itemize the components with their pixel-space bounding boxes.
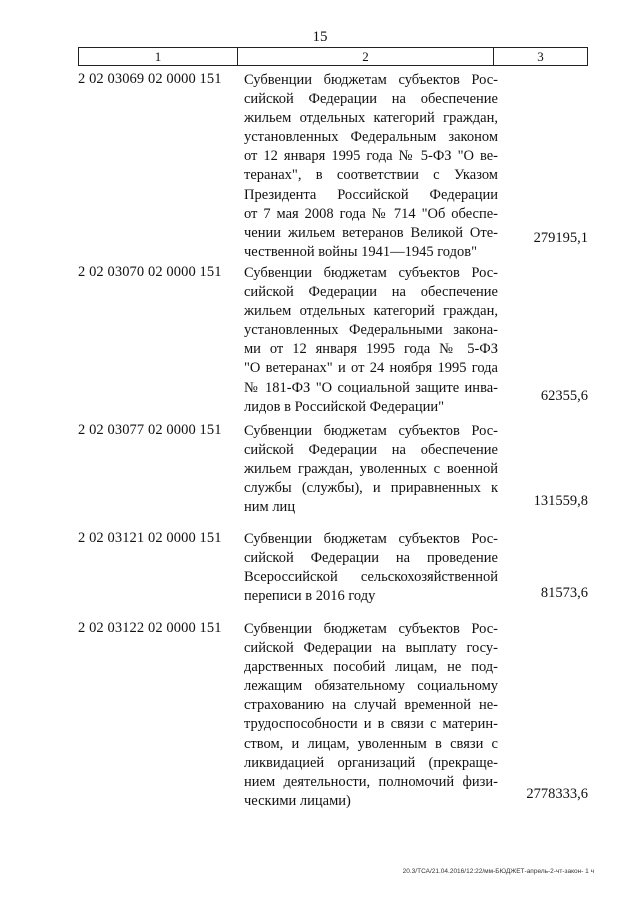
description-line: нием деятельности, полномочий физи- — [244, 773, 498, 790]
description-line: Субвенции бюджетам субъектов Рос- — [244, 621, 498, 637]
description-line: Субвенции бюджетам субъектов Рос- — [244, 72, 498, 88]
table-header — [78, 47, 588, 66]
description-line: Субвенции бюджетам субъектов Рос- — [244, 265, 498, 281]
amount-value: 62355,6 — [540, 388, 588, 404]
description-line: жильем отдельных категорий граждан, — [244, 303, 498, 320]
classification-code: 2 02 03122 02 0000 151 — [78, 620, 222, 636]
description-line: теранах", в соответствии с Указом — [244, 167, 498, 184]
description-line: сийской Федерации на проведение — [244, 550, 498, 567]
description-line: чении жильем ветеранов Великой Оте- — [244, 224, 498, 241]
classification-code: 2 02 03077 02 0000 151 — [78, 422, 222, 438]
description-line: жильем отдельных категорий граждан, — [244, 110, 498, 127]
description-line: установленных Федеральным законом — [244, 129, 498, 146]
description-line: переписи в 2016 году — [244, 588, 376, 605]
amount-value: 131559,8 — [533, 493, 588, 509]
description-line: страхованию на случай временной не- — [244, 697, 498, 714]
description-line: Субвенции бюджетам субъектов Рос- — [244, 423, 498, 439]
row-description — [244, 422, 498, 517]
description-line: Всероссийской сельскохозяйственной — [244, 569, 498, 586]
description-line: дарственных пособий лицам, не под- — [244, 659, 498, 676]
description-line: Субвенции бюджетам субъектов Рос- — [244, 531, 498, 547]
description-line: "О ветеранах" и от 24 ноября 1995 года — [244, 360, 498, 377]
description-line: ликвидацией организаций (прекраще- — [244, 754, 498, 771]
column-header-2: 2 — [238, 48, 494, 65]
description-line: лидов в Российской Федерации" — [244, 398, 445, 415]
column-header-3: 3 — [537, 49, 544, 64]
row-description — [244, 71, 498, 262]
row-description — [244, 620, 498, 811]
amount-value: 2778333,6 — [526, 786, 588, 802]
description-line: от 7 мая 2008 года № 714 "Об обеспе- — [244, 205, 498, 222]
description-line: ством, и лицам, уволенным в связи с — [244, 735, 498, 752]
description-line: сийской Федерации на обеспечение — [244, 442, 498, 459]
description-line: чественной войны 1941—1945 годов" — [244, 243, 478, 260]
amount-value: 279195,1 — [533, 230, 588, 246]
description-line: установленных Федеральными законa- — [244, 322, 498, 339]
row-description — [244, 264, 498, 417]
amount-value: 81573,6 — [540, 585, 588, 601]
description-line: службы (службы), и приравненных к — [244, 480, 498, 497]
page-number: 15 — [312, 29, 328, 45]
description-line: Президента Российской Федерации — [244, 186, 498, 203]
row-description — [244, 530, 498, 606]
description-line: трудоспособности и в связи с материн- — [244, 716, 498, 733]
description-line: лежащим обязательному социальному — [244, 678, 498, 695]
classification-code: 2 02 03070 02 0000 151 — [78, 264, 222, 280]
description-line: ческими лицами) — [244, 792, 351, 809]
description-line: № 181-ФЗ "О социальной защите инва- — [244, 379, 498, 396]
description-line: сийской Федерации на выплату госу- — [244, 640, 498, 657]
description-line: жильем граждан, уволенных с военной — [244, 461, 498, 478]
classification-code: 2 02 03069 02 0000 151 — [78, 71, 222, 87]
description-line: ми от 12 января 1995 года № 5-ФЗ — [244, 341, 498, 358]
description-line: от 12 января 1995 года № 5-ФЗ "О ве- — [244, 148, 498, 165]
description-line: сийской Федерации на обеспечение — [244, 284, 498, 301]
description-line: сийской Федерации на обеспечение — [244, 91, 498, 108]
description-line: ним лиц — [244, 499, 296, 516]
classification-code: 2 02 03121 02 0000 151 — [78, 530, 222, 546]
column-header-1: 1 — [79, 48, 238, 65]
document-footer: 20.3/ТСА/21.04.2016/12:22/мм-БЮДЖЕТ-апрель-2-чт-закон- 1 ч — [402, 868, 594, 875]
